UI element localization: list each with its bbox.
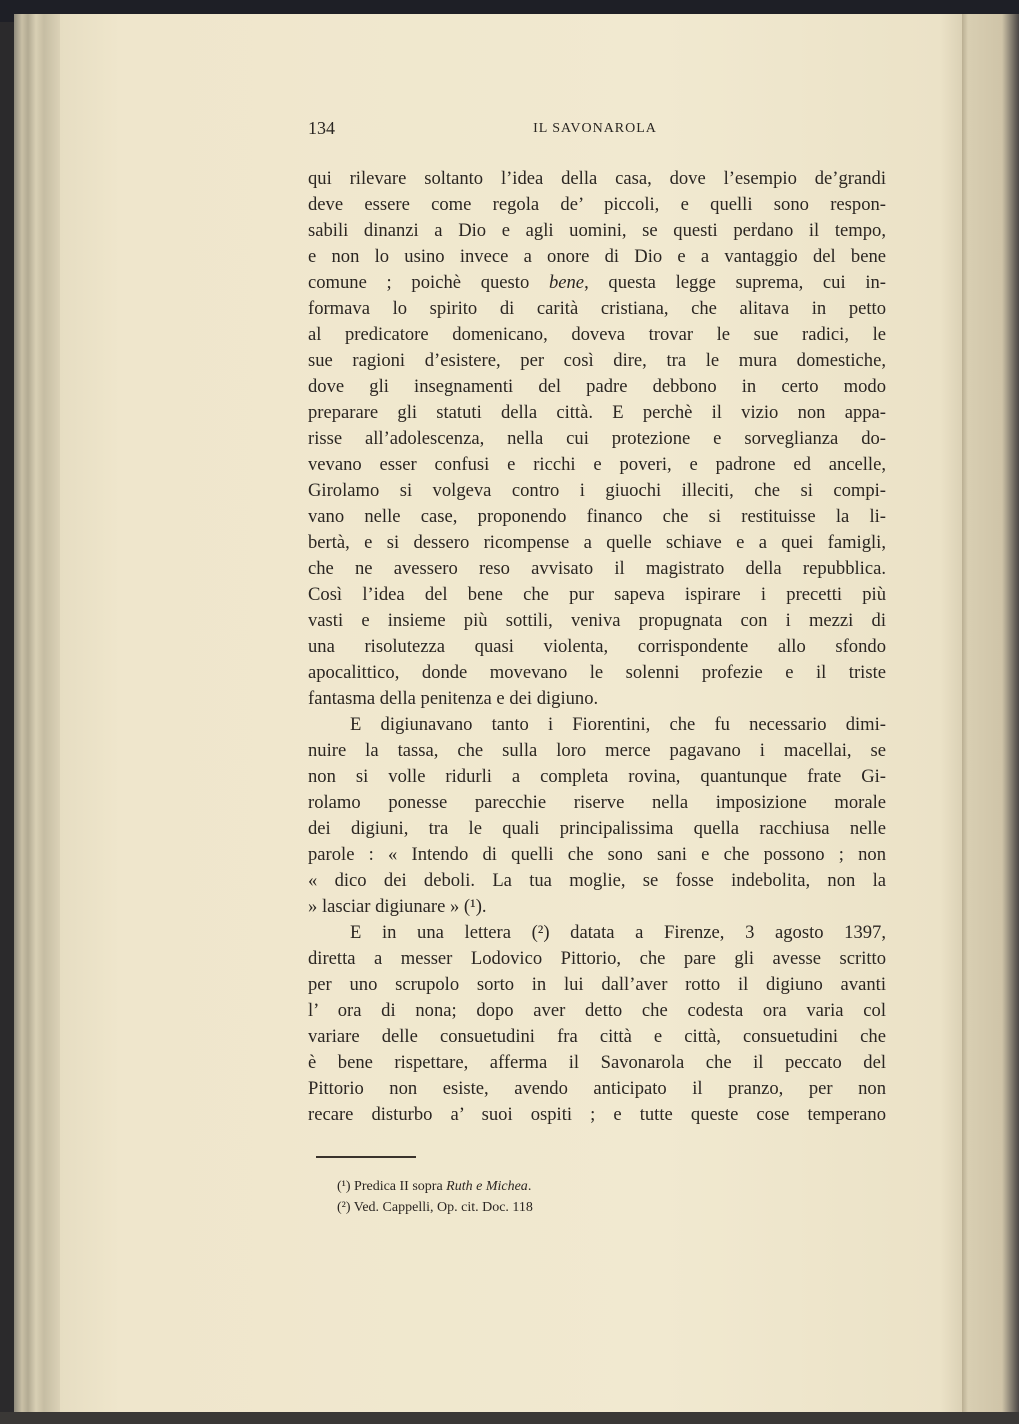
line-text: » lasciar digiunare » (¹).: [308, 896, 487, 917]
text-line: [308, 920, 886, 946]
line-text: deve essere come regola de’ piccoli, e quelli sono respon-: [308, 194, 886, 215]
text-line: [308, 504, 886, 530]
line-text: dove gli insegnamenti del padre debbono in certo modo: [308, 376, 886, 397]
line-text: e non lo usino invece a onore di Dio e a vantaggio del bene: [308, 246, 886, 267]
text-line: [308, 842, 886, 868]
text-line: [308, 816, 886, 842]
line-text: qui rilevare soltanto l’idea della casa, dove l’esempio de’grandi: [308, 168, 886, 189]
text-line: [308, 270, 886, 296]
line-text: è bene rispettare, afferma il Savonarola che il peccato del: [308, 1052, 886, 1073]
line-text: Così l’idea del bene che pur sapeva ispirare i precetti più: [308, 584, 886, 605]
text-line: [308, 582, 886, 608]
footnote-rule: [316, 1156, 416, 1158]
text-line: [308, 1102, 886, 1128]
text-line: [308, 322, 886, 348]
line-text: per uno scrupolo sorto in lui dall’aver rotto il digiuno avanti: [308, 974, 886, 995]
line-text: apocalittico, donde movevano le solenni profezie e il triste: [308, 662, 886, 683]
line-text: rolamo ponesse parecchie riserve nella imposizione morale: [308, 792, 886, 813]
footnote: [337, 1176, 886, 1197]
footnote-mark: (¹): [337, 1179, 355, 1194]
line-text: sue ragioni d’esistere, per così dire, tra le mura domestiche,: [308, 350, 886, 371]
line-text: vevano esser confusi e ricchi e poveri, e padrone ed ancelle,: [308, 454, 886, 475]
text-line: [308, 166, 886, 192]
text-line: [308, 1024, 886, 1050]
text-line: [308, 478, 886, 504]
line-text: una risolutezza quasi violenta, corrispondente allo sfondo: [308, 636, 886, 657]
footnote-text: Ved. Cappelli, Op. cit. Doc. 118: [353, 1200, 533, 1215]
line-text: E digiunavano tanto i Fiorentini, che fu necessario dimi-: [350, 714, 886, 735]
text-line: [308, 348, 886, 374]
text-line: [308, 374, 886, 400]
text-line: [308, 946, 886, 972]
footnote-end: .: [527, 1179, 532, 1194]
body-text: [308, 166, 886, 1128]
text-line: [308, 738, 886, 764]
line-text: fantasma della penitenza e dei digiuno.: [308, 688, 599, 709]
running-title: IL SAVONAROLA: [533, 121, 657, 136]
text-line: [308, 608, 886, 634]
line-text: « dico dei deboli. La tua moglie, se fosse indebolita, non la: [308, 870, 886, 891]
book-gutter: [962, 14, 1019, 1424]
text-line: [308, 686, 886, 712]
text-column: [308, 166, 886, 1218]
running-header: [308, 118, 882, 142]
line-text: l’ ora di nona; dopo aver detto che codesta ora varia col: [308, 1000, 886, 1021]
text-line: [308, 894, 886, 920]
text-line: [308, 972, 886, 998]
line-text: vano nelle case, proponendo financo che si restituisse la li-: [308, 506, 886, 527]
italic-text: bene: [548, 272, 585, 293]
text-line: [308, 790, 886, 816]
text-line: [308, 192, 886, 218]
text-line: [308, 244, 886, 270]
text-line: [308, 426, 886, 452]
line-text: E in una lettera (²) datata a Firenze, 3 agosto 1397,: [350, 922, 886, 943]
page-number: 134: [308, 118, 335, 138]
text-line: [308, 764, 886, 790]
line-text: , questa legge suprema, cui in-: [584, 272, 886, 293]
line-text: recare disturbo a’ suoi ospiti ; e tutte queste cose temperano: [308, 1104, 886, 1125]
text-line: [308, 556, 886, 582]
footnote-mark: (²): [337, 1200, 354, 1215]
text-line: [308, 218, 886, 244]
text-line: [308, 634, 886, 660]
line-text: bertà, e si dessero ricompense a quelle schiave e a quei famigli,: [308, 532, 886, 553]
footnote: [337, 1197, 886, 1218]
line-text: Pittorio non esiste, avendo anticipato il pranzo, per non: [308, 1078, 886, 1099]
footnote-italic: Ruth e Michea: [446, 1179, 528, 1194]
text-line: [308, 530, 886, 556]
line-text: parole : « Intendo di quelli che sono sani e che possono ; non: [308, 844, 886, 865]
footnote-text: Predica II sopra: [354, 1179, 447, 1194]
line-text: formava lo spirito di carità cristiana, che alitava in petto: [308, 298, 886, 319]
text-line: [308, 452, 886, 478]
line-text: preparare gli statuti della città. E perchè il vizio non appa-: [308, 402, 886, 423]
line-text: diretta a messer Lodovico Pittorio, che pare gli avesse scritto: [308, 948, 886, 969]
text-line: [308, 660, 886, 686]
text-line: [308, 998, 886, 1024]
footnotes: [337, 1176, 886, 1218]
text-line: [308, 400, 886, 426]
line-text: vasti e insieme più sottili, veniva propugnata con i mezzi di: [308, 610, 886, 631]
text-line: [308, 296, 886, 322]
text-line: [308, 868, 886, 894]
line-text: sabili dinanzi a Dio e agli uomini, se questi perdano il tempo,: [308, 220, 886, 241]
text-line: [308, 712, 886, 738]
line-text: non si volle ridurli a completa rovina, quantunque frate Gi-: [308, 766, 886, 787]
scan-border-bottom: [0, 1412, 1019, 1424]
line-text: risse all’adolescenza, nella cui protezione e sorveglianza do-: [308, 428, 886, 449]
line-text: dei digiuni, tra le quali principalissima quella racchiusa nelle: [308, 818, 886, 839]
line-text: che ne avessero reso avvisato il magistrato della repubblica.: [308, 558, 886, 579]
line-text: variare delle consuetudini fra città e città, consuetudini che: [308, 1026, 886, 1047]
text-line: [308, 1076, 886, 1102]
line-text: nuire la tassa, che sulla loro merce pagavano i macellai, se: [308, 740, 886, 761]
line-text: al predicatore domenicano, doveva trovar le sue radici, le: [308, 324, 886, 345]
text-line: [308, 1050, 886, 1076]
line-text: Girolamo si volgeva contro i giuochi illeciti, che si compi-: [308, 480, 886, 501]
line-text: comune ; poichè questo: [308, 272, 549, 293]
